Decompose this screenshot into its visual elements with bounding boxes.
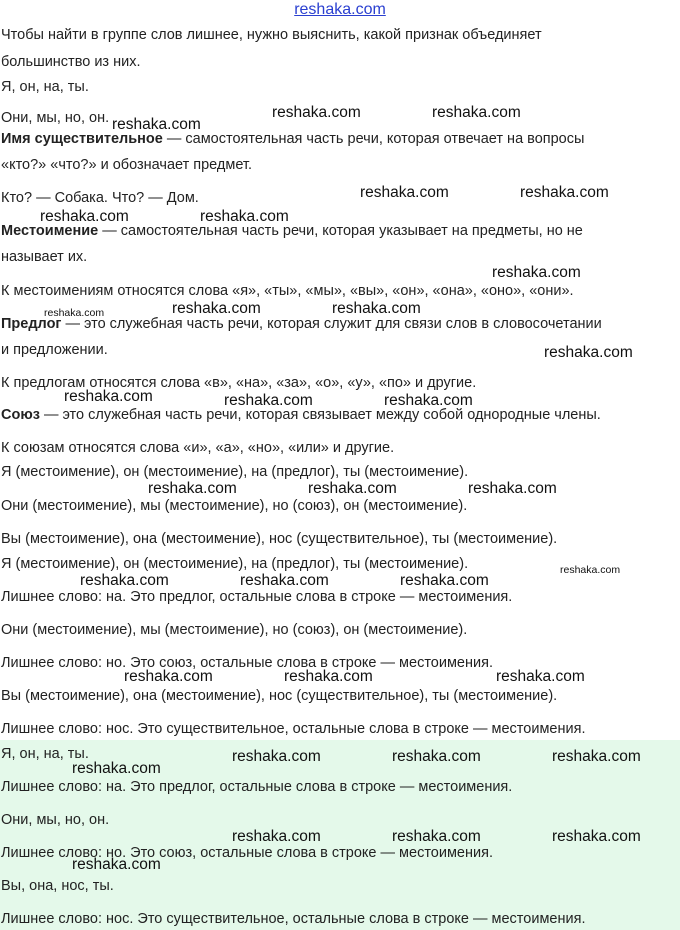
intro-line-2: большинство из них. [1, 54, 141, 70]
answer-result: Лишнее слово: нос. Это существительное, остальные слова в строке — местоимения. [1, 911, 586, 927]
watermark: reshaka.com [492, 264, 581, 281]
intro-example-2: Они, мы, но, он. [1, 110, 110, 126]
conjunction-def-text: — это служебная часть речи, которая связывает между собой однородные члены. [39, 407, 601, 423]
watermark: reshaka.com [80, 572, 169, 589]
preposition-term: Предлог [1, 316, 62, 332]
analysis-line: Они (местоимение), мы (местоимение), но (союз), он (местоимение). [1, 622, 468, 638]
watermark: reshaka.com [560, 564, 621, 576]
site-link[interactable]: reshaka.com [294, 1, 386, 18]
answer-result: Лишнее слово: но. Это союз, остальные слова в строке — местоимения. [1, 845, 493, 861]
watermark: reshaka.com [200, 208, 289, 225]
noun-def-text: — самостоятельная часть речи, которая отвечает на вопросы [162, 131, 585, 147]
preposition-def-text: — это служебная часть речи, которая служит для связи слов в словосочетании [61, 316, 602, 332]
conjunction-example: К союзам относятся слова «и», «а», «но», «или» и другие. [1, 440, 395, 456]
preposition-definition-cont: и предложении. [1, 342, 108, 358]
watermark: reshaka.com [124, 668, 213, 685]
answer-result: Лишнее слово: на. Это предлог, остальные слова в строке — местоимения. [1, 779, 513, 795]
watermark: reshaka.com [272, 104, 361, 121]
analysis-line: Они (местоимение), мы (местоимение), но (союз), он (местоимение). [1, 498, 468, 514]
watermark: reshaka.com [72, 760, 161, 777]
watermark: reshaka.com [544, 344, 633, 361]
watermark: reshaka.com [284, 668, 373, 685]
watermark: reshaka.com [72, 856, 161, 873]
analysis-line: Вы (местоимение), она (местоимение), нос (существительное), ты (местоимение). [1, 688, 558, 704]
conjunction-term: Союз [1, 407, 40, 423]
watermark: reshaka.com [392, 748, 481, 765]
intro-line-1: Чтобы найти в группе слов лишнее, нужно выяснить, какой признак объединяет [1, 27, 542, 43]
analysis-result: Лишнее слово: на. Это предлог, остальные слова в строке — местоимения. [1, 589, 513, 605]
pronoun-example: К местоимениям относятся слова «я», «ты», «мы», «вы», «он», «она», «оно», «они». [1, 283, 574, 299]
pronoun-def-text: — самостоятельная часть речи, которая указывает на предметы, но не [98, 223, 583, 239]
preposition-example: К предлогам относятся слова «в», «на», «за», «о», «у», «по» и другие. [1, 375, 477, 391]
watermark: reshaka.com [384, 392, 473, 409]
watermark: reshaka.com [552, 748, 641, 765]
answer-group: Вы, она, нос, ты. [1, 878, 114, 894]
analysis-line: Я (местоимение), он (местоимение), на (предлог), ты (местоимение). [1, 464, 469, 480]
answer-group: Я, он, на, ты. [1, 746, 89, 762]
watermark: reshaka.com [552, 828, 641, 845]
watermark: reshaka.com [308, 480, 397, 497]
watermark: reshaka.com [432, 104, 521, 121]
watermark: reshaka.com [332, 300, 421, 317]
analysis-result: Лишнее слово: но. Это союз, остальные слова в строке — местоимения. [1, 655, 493, 671]
watermark: reshaka.com [232, 828, 321, 845]
watermark: reshaka.com [232, 748, 321, 765]
watermark: reshaka.com [40, 208, 129, 225]
watermark: reshaka.com [400, 572, 489, 589]
pronoun-definition-cont: называет их. [1, 249, 88, 265]
watermark: reshaka.com [240, 572, 329, 589]
watermark: reshaka.com [520, 184, 609, 201]
watermark: reshaka.com [112, 116, 201, 133]
watermark: reshaka.com [172, 300, 261, 317]
analysis-line: Вы (местоимение), она (местоимение), нос (существительное), ты (местоимение). [1, 531, 558, 547]
watermark: reshaka.com [468, 480, 557, 497]
watermark: reshaka.com [148, 480, 237, 497]
analysis-line: Я (местоимение), он (местоимение), на (предлог), ты (местоимение). [1, 556, 469, 572]
analysis-result: Лишнее слово: нос. Это существительное, остальные слова в строке — местоимения. [1, 721, 586, 737]
noun-example: Кто? — Собака. Что? — Дом. [1, 190, 199, 206]
intro-example-1: Я, он, на, ты. [1, 79, 89, 95]
watermark: reshaka.com [44, 307, 105, 319]
watermark: reshaka.com [224, 392, 313, 409]
watermark: reshaka.com [496, 668, 585, 685]
noun-definition-cont: «кто?» «что?» и обозначает предмет. [1, 157, 252, 173]
pronoun-term: Местоимение [1, 223, 99, 239]
watermark: reshaka.com [64, 388, 153, 405]
watermark: reshaka.com [360, 184, 449, 201]
answer-group: Они, мы, но, он. [1, 812, 110, 828]
noun-definition [1, 129, 584, 149]
noun-term: Имя существительное [1, 131, 163, 147]
watermark: reshaka.com [392, 828, 481, 845]
